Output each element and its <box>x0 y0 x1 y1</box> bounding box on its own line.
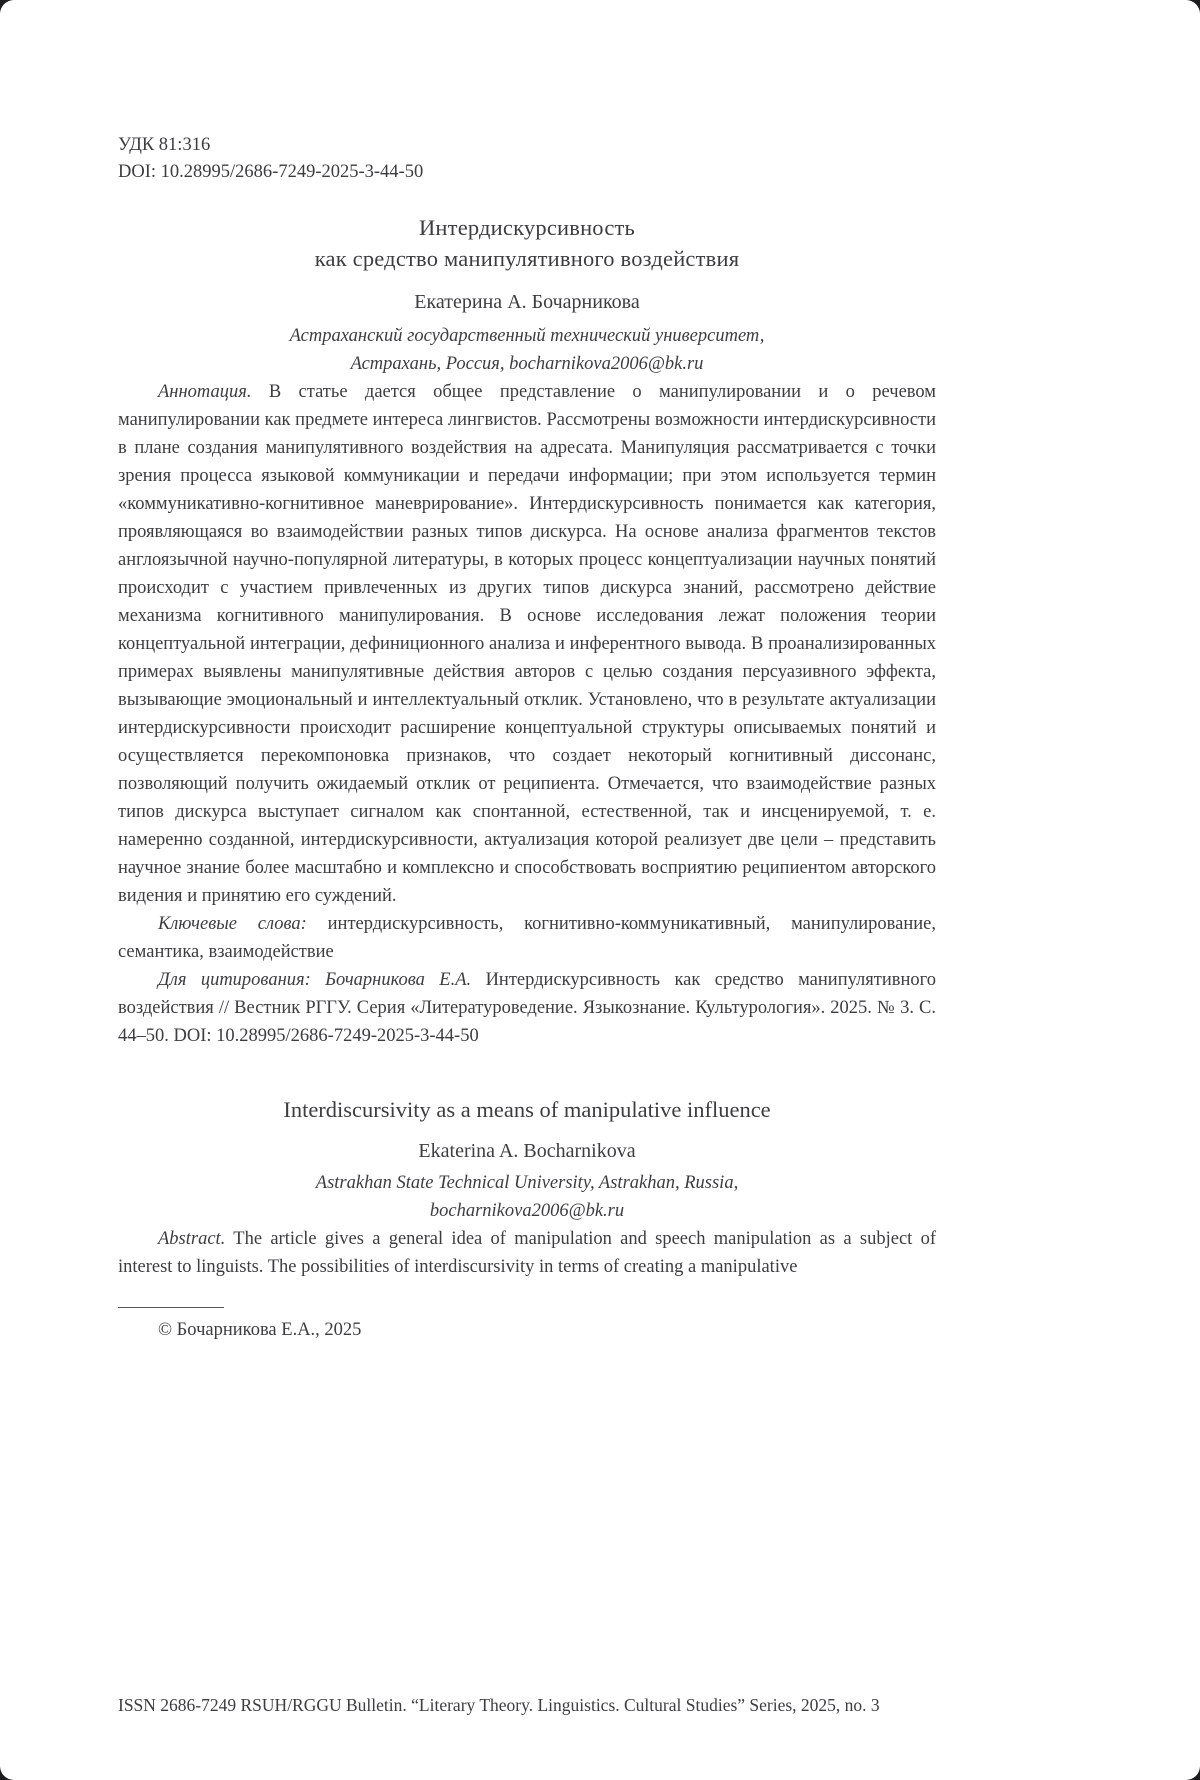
footnote-rule <box>118 1307 224 1308</box>
english-abstract-text: The article gives a general idea of manipulation and speech manipulation as a subject of interest to linguists. The possibilities of interdiscursivity in terms of creating a manipulative <box>118 1229 936 1277</box>
udc-line: УДК 81:316 <box>118 135 211 155</box>
citation-text: Интердискурсивность как средство манипулятивного воздействия // Вестник РГГУ. Серия «Литературоведение. Языкознание. Культурология». 2025. № 3. С. 44–50. DOI: 10.28995/2686-7249-2025-3-44-50 <box>118 970 937 1046</box>
russian-title <box>118 212 936 274</box>
keywords-text: интердискурсивность, когнитивно-коммуникативный, манипулирование, семантика, взаимодействие <box>118 914 936 962</box>
copyright-note: © Бочарникова Е.А., 2025 <box>158 1320 362 1340</box>
english-abstract <box>118 1225 936 1281</box>
russian-title-line2: как средство манипулятивного воздействия <box>314 246 740 271</box>
russian-abstract-text: В статье дается общее представление о манипулировании и о речевом манипулировании как предмете интереса лингвистов. Рассмотрены возможности интердискурсивности в плане создания манипулятивного воздействия на адресата. Манипуляция рассматривается с точки зрения процесса языковой коммуникации и передачи информации; при этом используется термин «коммуникативно-когнитивное маневрирование». Интердискурсивность понимается как категория, проявляющаяся во взаимодействии разных типов дискурса. На основе анализа фрагментов текстов англоязычной научно-популярной литературы, в которых процесс концептуализации научных понятий происходит с участием привлеченных из других типов дискурса знаний, рассмотрено действие механизма когнитивного манипулирования. В основе исследования лежат положения теории концептуальной интеграции, дефиниционного анализа и инферентного вывода. В проанализированных примерах выявлены манипулятивные действия авторов с целью создания персуазивного эффекта, вызывающие эмоциональный и интеллектуальный отклик. Установлено, что в результате актуализации интердискурсивности происходит расширение концептуальной структуры описываемых понятий и осуществляется перекомпоновка признаков, что создает некоторый когнитивный диссонанс, позволяющий получить ожидаемый отклик от реципиента. Отмечается, что взаимодействие разных типов дискурса выступает сигналом как спонтанной, естественной, так и инсценируемой, т. е. намеренно созданной, интердискурсивности, актуализация которой реализует две цели – представить научное знание более масштабно и комплексно и способствовать восприятию реципиентом авторского видения и принятию его суждений. <box>118 382 937 906</box>
english-affiliation-line2: bocharnikova2006@bk.ru <box>429 1201 625 1221</box>
russian-affiliation-line1: Астраханский государственный технический университет, <box>289 326 765 346</box>
citation-paragraph <box>118 966 936 1050</box>
citation-label: Для цитирования: Бочарникова Е.А. <box>158 970 472 990</box>
russian-title-line1: Интердискурсивность <box>418 215 636 240</box>
english-abstract-label: Abstract. <box>158 1229 226 1249</box>
russian-abstract <box>118 378 936 910</box>
russian-author: Екатерина А. Бочарникова <box>414 291 640 313</box>
russian-affiliation <box>118 322 936 378</box>
russian-affiliation-line2: Астрахань, Россия, bocharnikova2006@bk.ru <box>350 354 704 374</box>
footnote-block <box>118 1307 936 1344</box>
keywords-paragraph <box>118 910 936 966</box>
english-title: Interdiscursivity as a means of manipulative influence <box>283 1097 771 1122</box>
doi-line: DOI: 10.28995/2686-7249-2025-3-44-50 <box>118 162 424 182</box>
russian-abstract-label: Аннотация. <box>158 382 252 402</box>
english-author: Ekaterina A. Bocharnikova <box>418 1140 636 1162</box>
keywords-label: Ключевые слова: <box>158 914 307 934</box>
english-affiliation <box>118 1169 936 1225</box>
footer-issn-line: ISSN 2686-7249 RSUH/RGGU Bulletin. “Literary Theory. Linguistics. Cultural Studies” Series, 2025, no. 3 <box>118 1695 880 1715</box>
english-affiliation-line1: Astrakhan State Technical University, Astrakhan, Russia, <box>315 1173 739 1193</box>
content-area <box>118 132 936 1344</box>
